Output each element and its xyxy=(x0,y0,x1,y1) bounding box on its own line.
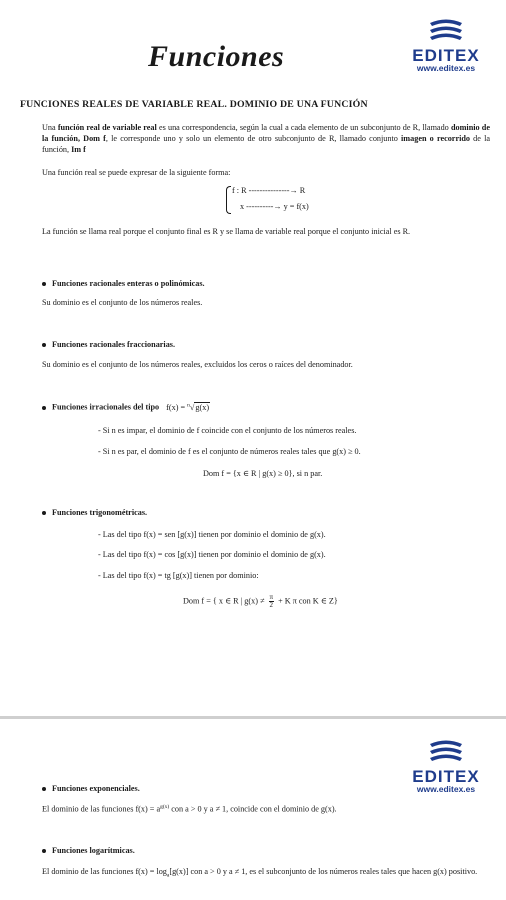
mapping-line-2: x ----------→ y = f(x) xyxy=(240,202,309,211)
bullet-title: Funciones logarítmicas. xyxy=(52,846,135,855)
bullet-title: Funciones trigonométricas. xyxy=(52,508,148,517)
editex-logo-icon xyxy=(424,18,468,44)
bullet-dot xyxy=(42,849,46,853)
log-subscript: a xyxy=(166,872,170,879)
frac-num: π xyxy=(269,593,274,601)
bullet-trigonometricas xyxy=(42,508,147,517)
frac-den: 2 xyxy=(269,601,274,609)
page-title: Funciones xyxy=(148,40,285,73)
exp-text-pre: El dominio de las funciones f(x) = a xyxy=(42,804,161,814)
formula-pre: f(x) = xyxy=(166,402,188,412)
exp-text-post: con a > 0 y a ≠ 1, coincide con el dominio de g(x). xyxy=(169,804,337,814)
intro-bold-2: dominio de la función, Dom f xyxy=(42,123,490,143)
pi-over-two xyxy=(269,594,275,609)
logo-brand: EDITEX xyxy=(412,46,480,65)
page-2 xyxy=(0,719,506,900)
editex-logo xyxy=(406,18,486,72)
irracional-formula: f(x) = $^n$√g(x) xyxy=(166,402,210,412)
logaritmicas-text xyxy=(42,866,490,882)
exponenciales-text xyxy=(42,804,337,814)
bullet-dot xyxy=(42,511,46,515)
bullet-exponenciales xyxy=(42,784,140,793)
intro-text-3: , le corresponde uno y solo un elemento de otro subconjunto de R, llamado conjunto xyxy=(105,134,402,143)
trig-dom-post: + K π con K ∈ Z} xyxy=(276,596,338,606)
express-line: Una función real se puede expresar de la siguiente forma: xyxy=(42,168,231,177)
bullet-logaritmicas xyxy=(42,846,135,855)
irracionales-dash-1: - Si n es impar, el dominio de f coincide con el conjunto de los números reales. xyxy=(98,426,357,435)
section-heading: FUNCIONES REALES DE VARIABLE REAL. DOMINIO DE UNA FUNCIÓN xyxy=(20,99,368,110)
radicand: g(x) xyxy=(195,402,210,412)
intro-paragraph xyxy=(42,122,490,155)
bullet-dot xyxy=(42,343,46,347)
editex-logo xyxy=(406,739,486,793)
intro-text-4: de la función, xyxy=(42,134,491,154)
irracionales-dom: Dom f = {x ∈ R | g(x) ≥ 0}, si n par. xyxy=(203,469,323,478)
trig-dash-3: - Las del tipo f(x) = tg [g(x)] tienen por dominio: xyxy=(98,571,259,580)
intro-bold-3: imagen o recorrido xyxy=(401,134,470,143)
bullet-title: Funciones racionales fraccionarias. xyxy=(52,340,176,349)
bullet-dot xyxy=(42,406,46,410)
bullet-fraccionarias xyxy=(42,340,175,349)
mapping-line-1: f : R ---------------→ R xyxy=(232,186,306,195)
trig-dash-1: - Las del tipo f(x) = sen [g(x)] tienen por dominio el dominio de g(x). xyxy=(98,530,326,539)
polinomicas-text: Su dominio es el conjunto de los números reales. xyxy=(42,298,203,307)
trig-dom-pre: Dom f = { x ∈ R | g(x) ≠ xyxy=(183,596,267,606)
real-explain-paragraph: La función se llama real porque el conjunto final es R y se llama de variable real porque el conjunto inicial es R. xyxy=(42,227,411,236)
intro-text-2: es una correspondencia, según la cual a cada elemento de un subconjunto de R, llamado xyxy=(156,123,451,132)
bullet-dot xyxy=(42,787,46,791)
bullet-dot xyxy=(42,282,46,286)
trig-dash-2: - Las del tipo f(x) = cos [g(x)] tienen por dominio el dominio de g(x). xyxy=(98,550,326,559)
trig-dom xyxy=(183,594,338,609)
bullet-polinomicas xyxy=(42,279,205,288)
log-text-2: [g(x)] con a > 0 y a ≠ 1, es el subconjunto de los números reales tales que hacen g(x) positivo. xyxy=(169,867,478,876)
fraccionarias-text: Su dominio es el conjunto de los números reales, excluidos los ceros o raíces del denominador. xyxy=(42,360,353,369)
mapping-brace xyxy=(226,186,231,214)
editex-logo-icon xyxy=(424,739,468,765)
intro-text-1: Una xyxy=(42,123,58,132)
bullet-title: Funciones racionales enteras o polinómicas. xyxy=(52,279,205,288)
bullet-irracionales xyxy=(42,402,210,412)
logo-url: www.editex.es xyxy=(416,784,476,794)
intro-bold-4: Im f xyxy=(71,145,86,154)
log-text: El dominio de las funciones f(x) = log xyxy=(42,867,167,876)
logo-url: www.editex.es xyxy=(416,63,476,73)
bullet-title: Funciones exponenciales. xyxy=(52,784,140,793)
irracionales-dash-2: - Si n es par, el dominio de f es el conjunto de números reales tales que g(x) ≥ 0. xyxy=(98,447,361,456)
logo-brand: EDITEX xyxy=(412,767,480,786)
bullet-title: Funciones irracionales del tipo xyxy=(52,402,160,412)
intro-bold-1: función real de variable real xyxy=(57,123,157,132)
exp-superscript: g(x) xyxy=(160,804,170,810)
root-index: n xyxy=(187,402,190,408)
